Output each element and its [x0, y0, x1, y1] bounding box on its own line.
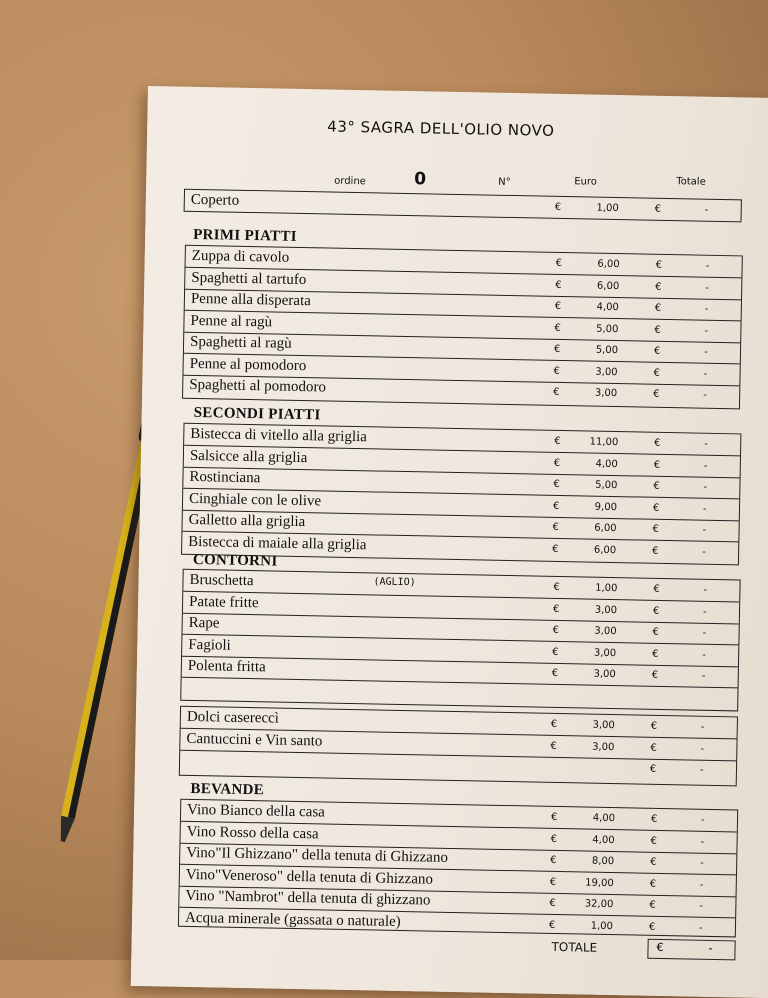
bevande-heading: BEVANDE	[190, 780, 265, 799]
item-total: -	[700, 743, 705, 755]
euro-sign: €	[550, 740, 557, 752]
item-total: -	[704, 303, 709, 315]
item-name: Cantuccini e Vin santo	[186, 730, 323, 749]
ordine-value: 0	[414, 169, 427, 190]
euro-sign: €	[550, 811, 558, 823]
item-total: -	[702, 524, 707, 536]
euro-sign: €	[552, 624, 560, 636]
item-name: Vino Bianco della casa	[186, 801, 326, 821]
total-euro-sign: €	[653, 480, 660, 492]
item-name: Bruschetta	[189, 571, 254, 590]
total-euro-sign: €	[652, 626, 660, 638]
item-price: 5,00	[595, 479, 618, 492]
item-price: 6,00	[594, 522, 617, 535]
total-euro-sign: €	[649, 878, 657, 890]
secondi-piatti-table	[181, 423, 741, 566]
euro-sign: €	[549, 876, 557, 888]
total-euro-sign: €	[654, 324, 661, 336]
primi-piatti-heading: PRIMI PIATTI	[192, 226, 298, 245]
item-total: -	[700, 857, 704, 869]
item-price: 6,00	[596, 280, 620, 292]
item-price: 1,00	[595, 582, 618, 595]
item-name: Acqua minerale (gassata o naturale)	[184, 909, 401, 930]
total-euro-sign: €	[652, 545, 659, 557]
item-total: -	[703, 584, 708, 596]
total-euro-sign: €	[655, 281, 662, 293]
numero-label: N°	[498, 176, 511, 188]
item-name: Rostinciana	[189, 468, 261, 487]
item-price: 6,00	[593, 544, 617, 556]
item-total: -	[702, 606, 707, 618]
euro-sign: €	[555, 257, 563, 269]
item-name: Bistecca di vitello alla griglia	[190, 425, 368, 446]
contorni-heading: CONTORNI	[192, 551, 278, 570]
item-name: Rape	[188, 614, 220, 632]
total-euro-sign: €	[653, 583, 660, 595]
item-price: 4,00	[592, 812, 616, 825]
item-price: 1,00	[596, 202, 619, 215]
total-euro-sign: €	[650, 720, 658, 732]
coperto-box	[184, 189, 742, 223]
ordine-label: ordine	[334, 175, 366, 188]
item-name: Polenta fritta	[187, 657, 266, 676]
item-price: 8,00	[591, 855, 615, 868]
item-name: Fagioli	[188, 636, 231, 654]
total-euro-sign: €	[653, 388, 660, 400]
item-price: 4,00	[595, 458, 618, 470]
contorni-table	[180, 569, 740, 712]
euro-sign: €	[549, 897, 556, 909]
item-name: Bistecca di maiale alla griglia	[188, 533, 367, 553]
euro-sign: €	[552, 603, 560, 615]
euro-sign: €	[553, 457, 561, 469]
total-euro-sign: €	[655, 259, 663, 271]
sheet-title: 43° SAGRA DELL'OLIO NOVO	[327, 117, 555, 140]
item-total: -	[705, 260, 710, 272]
item-name: Vino "Nambrot" della tenuta di ghizzano	[185, 887, 431, 909]
secondi-piatti-heading: SECONDI PIATTI	[193, 404, 321, 424]
euro-sign: €	[552, 646, 559, 658]
item-name: Vino"Veneroso" della tenuta di Ghizzano	[185, 866, 434, 888]
item-price: 3,00	[592, 741, 615, 753]
item-name: Vino"Il Ghizzano" della tenuta di Ghizzano	[186, 844, 449, 866]
euro-sign: €	[553, 478, 560, 490]
item-total: -	[702, 649, 706, 661]
item-name: Cinghiale con le olive	[188, 490, 322, 509]
euro-sign: €	[554, 435, 561, 447]
total-euro-sign: €	[652, 648, 659, 660]
total-euro-sign: €	[649, 763, 657, 775]
item-price: 3,00	[595, 366, 618, 378]
total-euro-sign: €	[650, 856, 657, 868]
euro-sign: €	[550, 718, 558, 730]
total-euro-sign: €	[652, 523, 660, 535]
item-price: 3,00	[593, 668, 616, 681]
total-euro-sign: €	[650, 835, 658, 847]
euro-sign: €	[555, 279, 562, 291]
euro-sign: €	[554, 201, 562, 213]
item-total: -	[703, 481, 708, 493]
item-price: 3,00	[594, 604, 618, 616]
item-price: 11,00	[589, 436, 619, 449]
euro-sign: €	[552, 521, 560, 533]
euro-sign: €	[554, 322, 561, 334]
grand-total-value: -	[708, 941, 713, 955]
grand-total-euro-sign: €	[656, 940, 664, 955]
item-total: -	[699, 764, 704, 776]
euro-column-label: Euro	[574, 176, 598, 188]
item-total: -	[704, 325, 709, 337]
item-total: -	[704, 204, 709, 216]
total-euro-sign: €	[653, 345, 661, 357]
item-total: -	[702, 546, 706, 558]
item-name: Zuppa di cavolo	[191, 247, 290, 266]
total-euro-sign: €	[652, 502, 660, 514]
item-total: -	[703, 346, 708, 358]
item-total: -	[698, 922, 703, 934]
bevande-table	[178, 799, 738, 938]
item-total: -	[705, 282, 709, 294]
item-price: 19,00	[585, 877, 614, 889]
item-total: -	[703, 389, 707, 401]
item-name: Spaghetti al tartufo	[191, 269, 307, 288]
menu-order-sheet	[131, 86, 768, 998]
total-euro-sign: €	[651, 669, 659, 681]
item-total: -	[702, 627, 707, 639]
item-total: -	[699, 900, 704, 912]
euro-sign: €	[551, 667, 559, 679]
item-price: 5,00	[596, 323, 619, 335]
item-price: 32,00	[584, 898, 614, 911]
total-euro-sign: €	[654, 302, 662, 314]
item-total: -	[700, 836, 705, 848]
item-name: Penne al pomodoro	[189, 355, 307, 374]
item-price: 5,00	[595, 344, 619, 357]
total-euro-sign: €	[649, 899, 656, 911]
total-euro-sign: €	[654, 437, 661, 449]
item-total: -	[704, 438, 708, 450]
total-euro-sign: €	[653, 459, 661, 471]
item-total: -	[702, 503, 707, 515]
item-total: -	[700, 814, 705, 826]
euro-sign: €	[548, 919, 556, 931]
item-price: 3,00	[593, 647, 617, 659]
total-euro-sign: €	[652, 605, 660, 617]
item-total: -	[703, 368, 708, 380]
item-price: 3,00	[592, 719, 615, 732]
item-price: 6,00	[597, 258, 620, 271]
item-total: -	[703, 460, 708, 472]
euro-sign: €	[553, 343, 561, 355]
item-name: Vino Rosso della casa	[186, 823, 319, 842]
item-total: -	[701, 670, 706, 682]
euro-sign: €	[550, 833, 558, 845]
item-note: (AGLIO)	[373, 576, 416, 589]
item-name: Penne al ragù	[190, 312, 273, 330]
total-euro-sign: €	[648, 921, 656, 933]
item-price: 1,00	[590, 920, 614, 932]
item-name: Coperto	[190, 191, 240, 209]
item-price: 4,00	[592, 834, 615, 846]
menu-row	[185, 190, 741, 222]
item-price: 4,00	[596, 301, 619, 314]
dolci-table	[179, 706, 738, 787]
euro-sign: €	[554, 300, 562, 312]
total-euro-sign: €	[653, 367, 661, 379]
euro-sign: €	[553, 386, 560, 398]
item-name: Penne alla disperata	[190, 290, 312, 310]
item-price: 3,00	[594, 625, 617, 638]
euro-sign: €	[550, 854, 557, 866]
grand-total-label: TOTALE	[551, 939, 598, 955]
item-name: Dolci casereccì	[186, 708, 280, 727]
euro-sign: €	[552, 543, 559, 555]
item-name: Patate fritte	[188, 593, 259, 611]
grand-total-box	[647, 939, 735, 961]
item-name: Spaghetti al pomodoro	[189, 376, 327, 396]
item-price: 3,00	[594, 387, 618, 400]
item-price: 9,00	[594, 501, 618, 513]
euro-sign: €	[552, 500, 560, 512]
item-name: Galletto alla griglia	[188, 511, 306, 531]
item-total: -	[700, 721, 705, 733]
primi-piatti-table	[182, 245, 743, 410]
item-name: Spaghetti al ragù	[189, 333, 292, 352]
item-name: Salsicce alla griglia	[189, 447, 308, 466]
total-euro-sign: €	[650, 742, 657, 754]
euro-sign: €	[553, 365, 561, 377]
total-euro-sign: €	[654, 203, 662, 215]
item-total: -	[699, 879, 704, 891]
totale-column-label: Totale	[676, 176, 706, 188]
total-euro-sign: €	[650, 813, 658, 825]
euro-sign: €	[553, 581, 560, 593]
